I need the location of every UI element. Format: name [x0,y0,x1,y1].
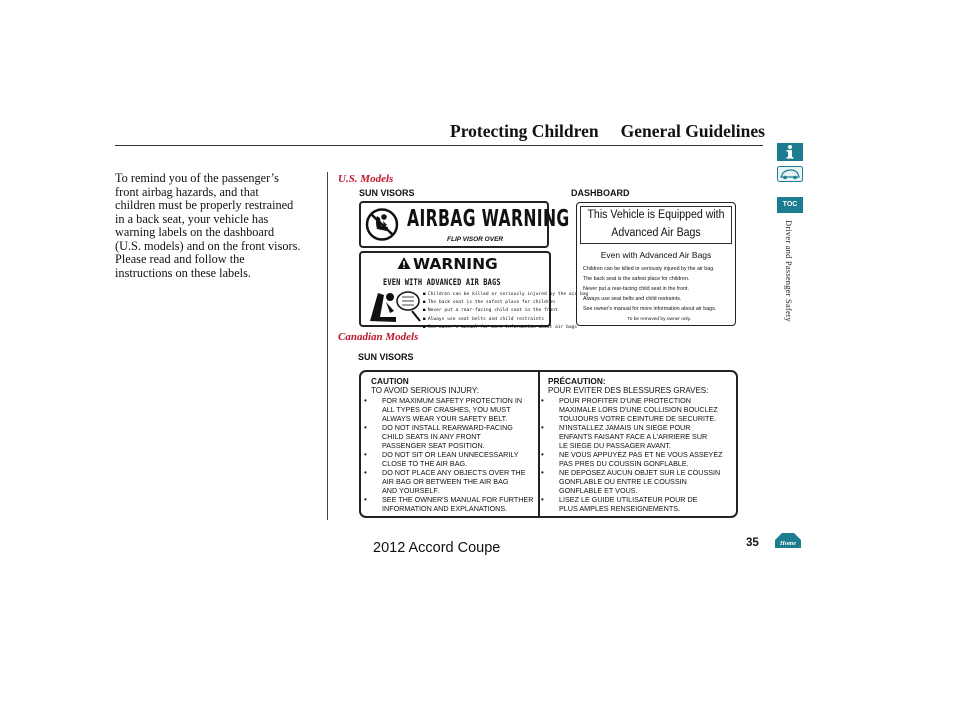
airbag-deploy-icon [366,287,422,325]
intro-line: children must be properly restrained [115,198,294,212]
dashboard-label [576,202,736,326]
canadian-visor-label [359,370,738,518]
home-icon [774,532,802,549]
precaution-list [548,396,723,513]
list-item: Always use seat belts and child restraints. [583,296,682,302]
us-sun-visors-caption: SUN VISORS [359,188,415,198]
airbag-warning-heading: AIRBAG WARNING [407,206,570,232]
list-item: • NE DEPOSEZ AUCUN OBJET SUR LE COUSSIN GONFLABLE OU ENTRE LE COUSSIN GONFLABLE ET VOUS. [548,468,723,495]
section-title: Protecting Children [450,121,599,141]
header-rule [115,145,763,146]
toc-button[interactable]: TOC [777,197,803,213]
no-child-seat-icon [365,207,399,242]
intro-paragraph [115,172,325,280]
advanced-airbags-box [580,206,732,244]
list-item: ■ The back seat is the safest place for children [423,298,588,306]
list-item: • N'INSTALLEZ JAMAIS UN SIEGE POUR ENFANTS FAISANT FACE A L'ARRIERE SUR LE SIEGE DU PASSAGER AVANT. [548,423,723,450]
list-item: • DO NOT INSTALL REARWARD-FACING CHILD SEATS IN ANY FRONT PASSENGER SEAT POSITION. [371,423,533,450]
list-item: Children can be killed or seriously injured by the air bag. [583,266,715,272]
precaution-heading: PRÉCAUTION: [548,376,606,386]
intro-line: warning labels on the dashboard [115,225,275,239]
info-button[interactable] [777,143,803,161]
chapter-label-text: Driver and Passenger Safety [784,220,794,322]
dashboard-list [583,264,716,314]
info-icon [777,143,803,161]
list-item: See owner's manual for more information about air bags. [583,306,717,312]
caution-list [371,396,533,513]
footer-model-name: 2012 Accord Coupe [373,540,501,556]
intro-line: (U.S. models) and on the front visors. [115,238,301,253]
list-item: • FOR MAXIMUM SAFETY PROTECTION IN ALL TYPES OF CRASHES, YOU MUST ALWAYS WEAR YOUR SAFETY BELT. [371,396,533,423]
canadian-sun-visors-caption: SUN VISORS [358,352,414,362]
page-number: 35 [746,537,759,549]
caution-subheading: TO AVOID SERIOUS INJURY: [371,386,480,395]
dashboard-footer: To be removed by owner only. [627,317,691,322]
page-header-title [450,121,765,142]
list-item: • NE VOUS APPUYEZ PAS ET NE VOUS ASSEYEZ PAS PRES DU COUSSIN GONFLABLE. [548,450,723,468]
warning-heading: WARNING [413,255,498,273]
list-item: Never put a rear-facing child seat in the front. [583,286,689,292]
flip-visor-text: FLIP VISOR OVER [447,236,504,243]
column-divider [327,172,328,520]
english-column [371,377,533,513]
intro-line: instructions on these labels. [115,265,251,280]
dashboard-line-2: Advanced Air Bags [611,227,701,239]
advanced-airbags-subheading: EVEN WITH ADVANCED AIR BAGS [383,278,501,288]
language-divider [538,372,540,516]
list-item: The back seat is the safest place for children. [583,276,690,282]
car-index-button[interactable] [777,166,803,182]
warning-triangle-icon [397,256,411,270]
subsection-title: General Guidelines [620,121,765,141]
list-item: ■ Never put a rear-facing child seat in the front [423,306,588,314]
us-models-title: U.S. Models [338,173,394,185]
list-item: • SEE THE OWNER'S MANUAL FOR FURTHER INFORMATION AND EXPLANATIONS. [371,495,533,513]
canadian-models-title: Canadian Models [338,331,419,343]
caution-heading: CAUTION [371,376,409,386]
intro-line: Please read and follow the [115,252,245,266]
airbag-warning-visor-label [359,201,570,248]
precaution-subheading: POUR EVITER DES BLESSURES GRAVES: [548,386,709,395]
list-item: • DO NOT SIT OR LEAN UNNECESSARILY CLOSE TO THE AIR BAG. [371,450,533,468]
intro-line: To remind you of the passenger’s [115,171,279,185]
home-label: Home [779,540,797,547]
warning-visor-label [359,251,589,330]
list-item: • POUR PROFITER D'UNE PROTECTION MAXIMALE LORS D'UNE COLLISION BOUCLEZ TOUJOURS VOTRE CEINTURE DE SECURITE. [548,396,723,423]
list-item: • LISEZ LE GUIDE UTILISATEUR POUR DE PLUS AMPLES RENSEIGNEMENTS. [548,495,723,513]
warning-list [423,290,588,331]
list-item: ■ Always use seat belts and child restraints [423,315,588,323]
dashboard-line-1: This Vehicle is Equipped with [587,209,725,221]
car-icon [777,166,803,182]
list-item: ■ Children can be killed or seriously injured by the air bag [423,290,588,298]
chapter-side-label [776,220,802,365]
list-item: ■ See owner's manual for more information about air bags [423,323,588,331]
intro-line: front airbag hazards, and that [115,184,259,199]
list-item: • DO NOT PLACE ANY OBJECTS OVER THE AIR BAG OR BETWEEN THE AIR BAG AND YOURSELF. [371,468,533,495]
french-column [548,377,723,513]
dashboard-heading: Even with Advanced Air Bags [600,250,712,260]
us-dashboard-caption: DASHBOARD [571,188,630,198]
home-button[interactable] [774,532,802,549]
intro-line: in a back seat, your vehicle has [115,211,269,226]
